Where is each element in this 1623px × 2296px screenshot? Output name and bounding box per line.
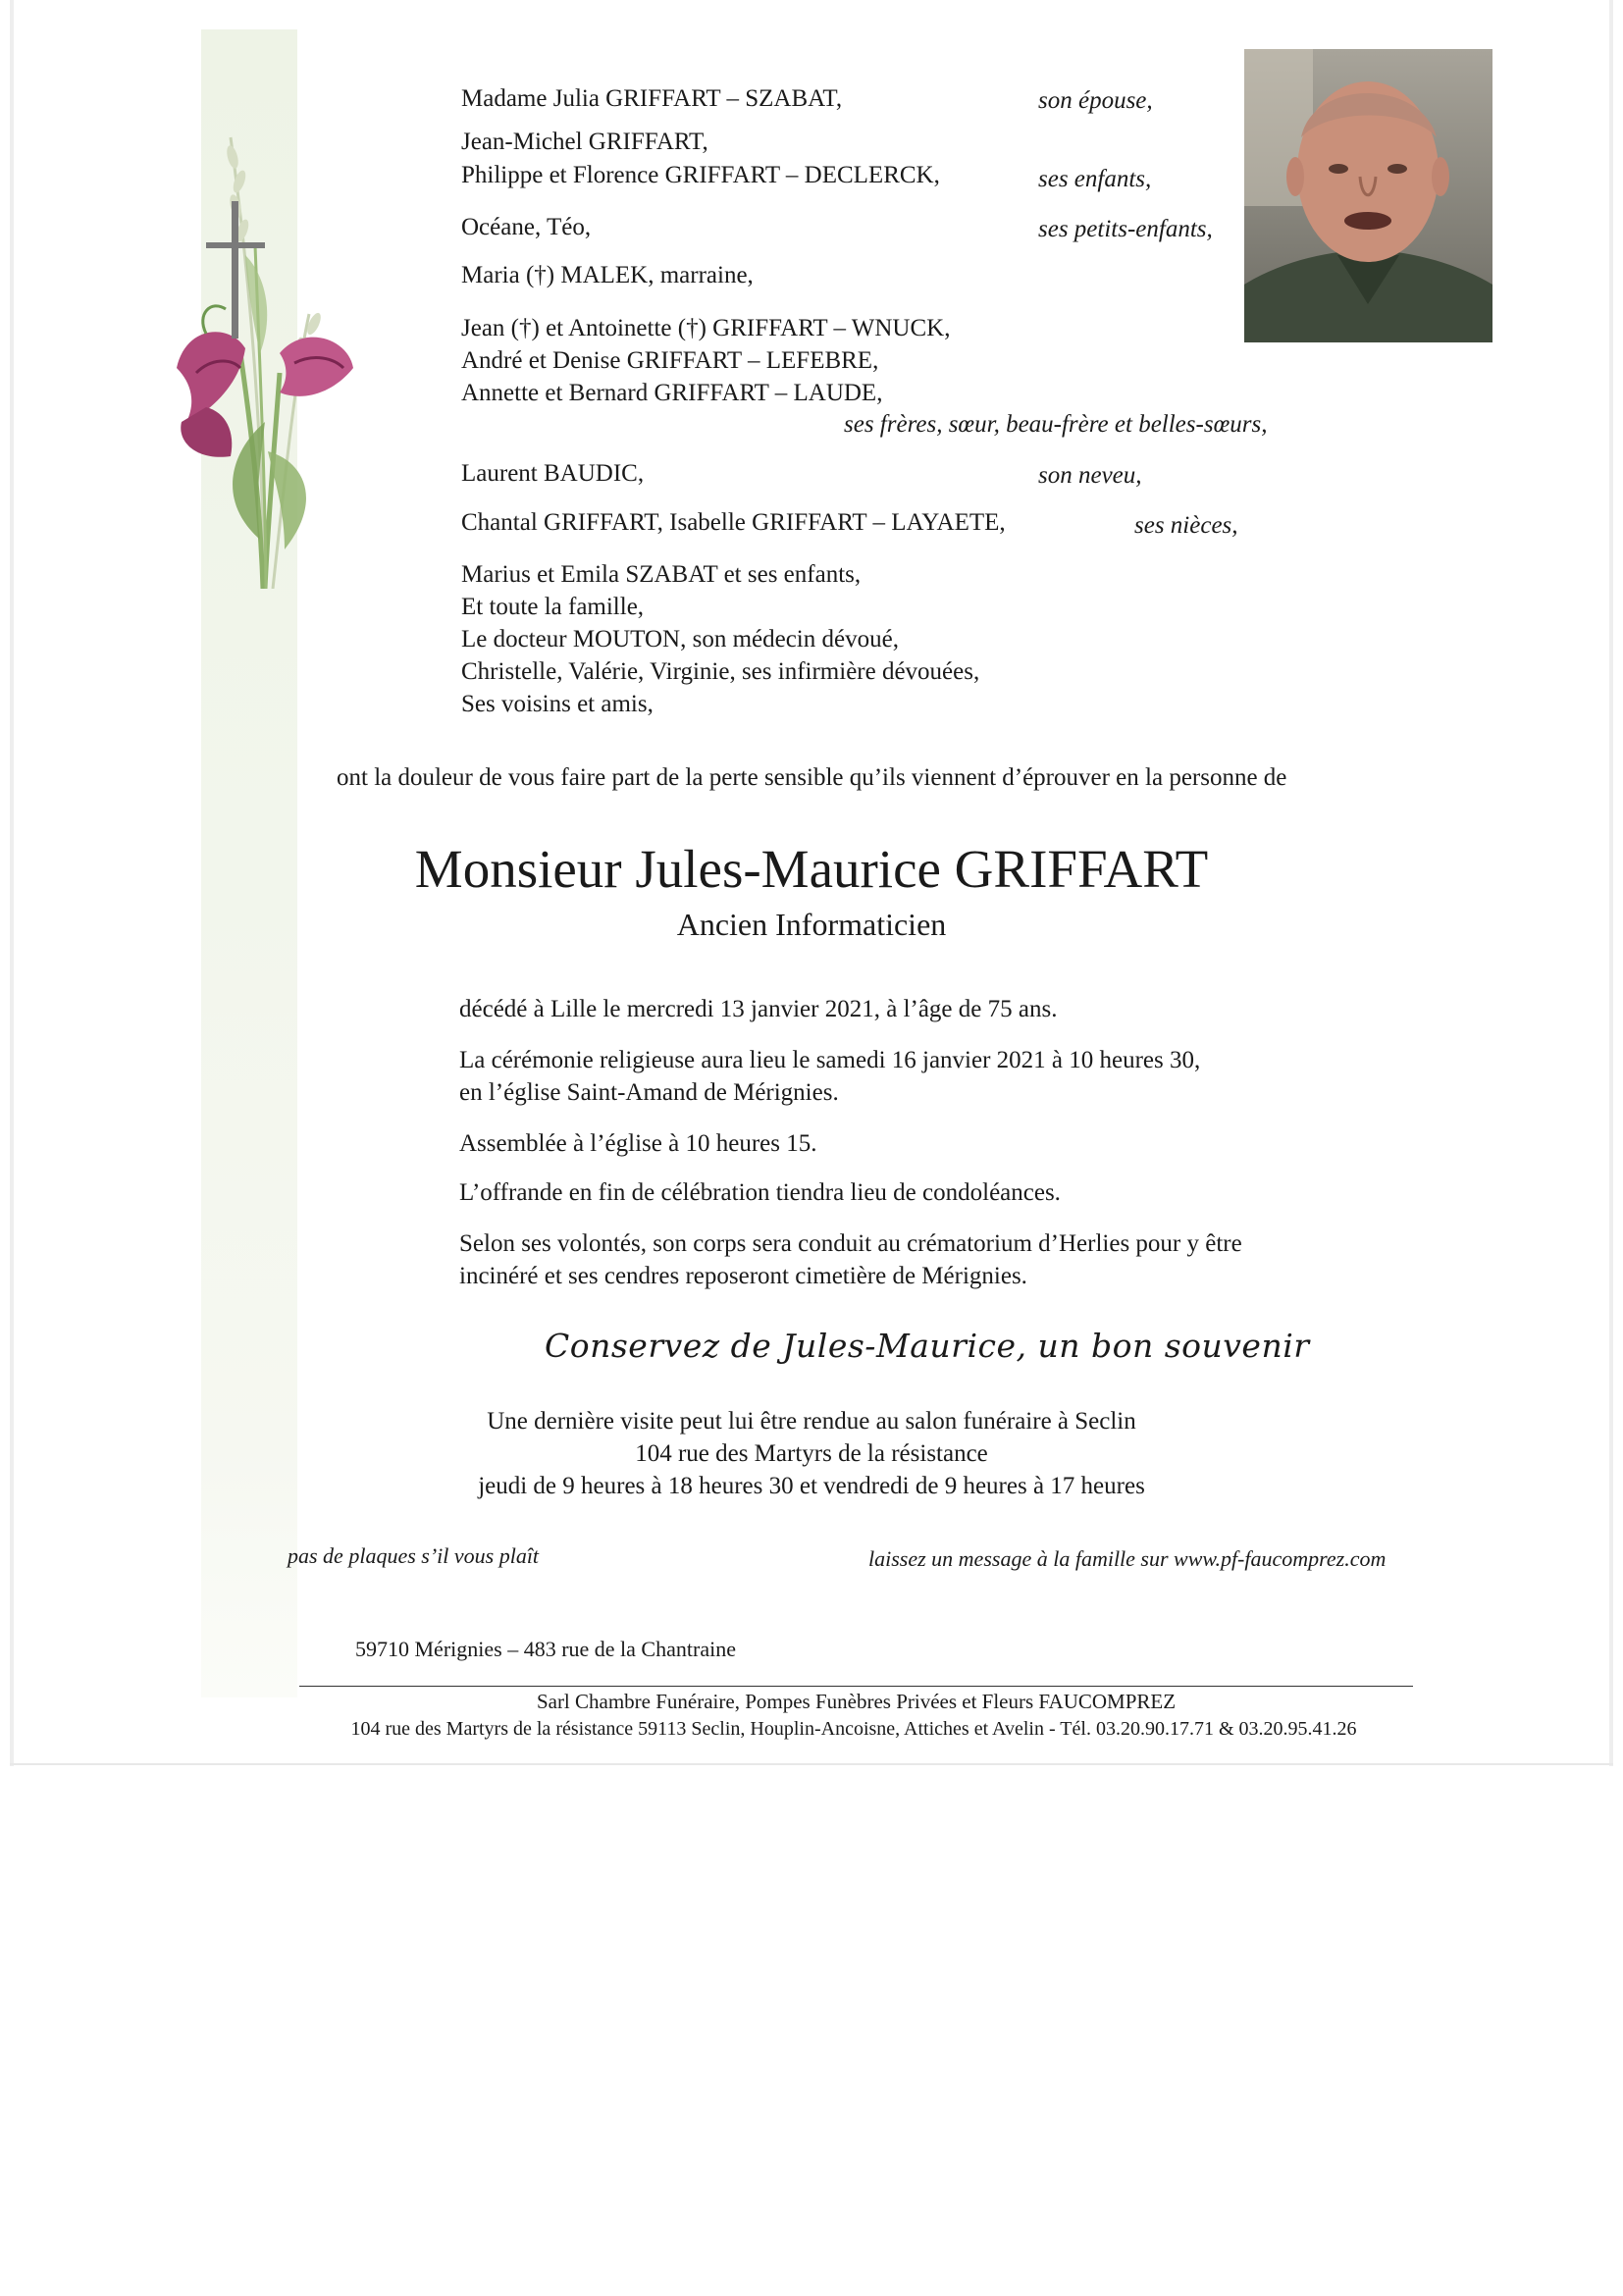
funeral-home-name: Sarl Chambre Funéraire, Pompes Funèbres Privées et Fleurs FAUCOMPREZ	[536, 1690, 1177, 1713]
relation-label: son épouse,	[1038, 87, 1153, 114]
family-line: Ses voisins et amis,	[461, 691, 654, 717]
calla-lily-illustration	[137, 128, 373, 589]
relation-label: ses frères, sœur, beau-frère et belles-sœurs,	[844, 411, 1268, 438]
family-line: André et Denise GRIFFART – LEFEBRE,	[461, 347, 879, 374]
family-line: Christelle, Valérie, Virginie, ses infirmière dévouées,	[461, 658, 980, 685]
family-line: Annette et Bernard GRIFFART – LAUDE,	[461, 380, 883, 406]
portrait-photo	[1244, 49, 1492, 342]
family-line: Et toute la famille,	[461, 594, 645, 620]
relation-label: ses nièces,	[1134, 512, 1238, 539]
visit-info: Une dernière visite peut lui être rendue au salon funéraire à Seclin	[487, 1408, 1136, 1435]
page-bottom-edge	[10, 1763, 1613, 1765]
family-line: Chantal GRIFFART, Isabelle GRIFFART – LAYAETE,	[461, 509, 1006, 536]
death-details: décédé à Lille le mercredi 13 janvier 2021, à l’âge de 75 ans.	[459, 996, 1058, 1022]
assembly-time: Assemblée à l’église à 10 heures 15.	[459, 1130, 817, 1157]
family-line: Maria (†) MALEK, marraine,	[461, 262, 754, 288]
message-website-note: laissez un message à la famille sur www.pf-faucomprez.com	[868, 1546, 1387, 1571]
footer-divider	[299, 1686, 1413, 1687]
family-address: 59710 Mérignies – 483 rue de la Chantraine	[355, 1637, 736, 1661]
family-line: Jean-Michel GRIFFART,	[461, 129, 708, 155]
ceremony-details: La cérémonie religieuse aura lieu le samedi 16 janvier 2021 à 10 heures 30,	[459, 1047, 1201, 1073]
memory-phrase: Conservez de Jules-Maurice, un bon souvenir	[545, 1327, 1310, 1365]
family-line: Le docteur MOUTON, son médecin dévoué,	[461, 626, 899, 652]
no-plaques-note: pas de plaques s’il vous plaît	[288, 1543, 540, 1568]
deceased-name: Monsieur Jules-Maurice GRIFFART	[414, 839, 1209, 899]
visit-hours: jeudi de 9 heures à 18 heures 30 et vendredi de 9 heures à 17 heures	[478, 1473, 1145, 1499]
cross-icon	[206, 201, 265, 339]
ceremony-location: en l’église Saint-Amand de Mérignies.	[459, 1079, 839, 1106]
announcement-intro: ont la douleur de vous faire part de la perte sensible qu’ils viennent d’éprouver en la personne de	[337, 764, 1287, 791]
funeral-home-address: 104 rue des Martyrs de la résistance 59113 Seclin, Houplin-Ancoisne, Attiches et Avelin - Tél. 03.20.90.17.71 & 03.20.95.41.26	[350, 1718, 1357, 1740]
family-line: Océane, Téo,	[461, 214, 592, 240]
relation-label: son neveu,	[1038, 462, 1142, 489]
family-line: Madame Julia GRIFFART – SZABAT,	[461, 85, 843, 112]
cremation-note: incinéré et ses cendres reposeront cimetière de Mérignies.	[459, 1263, 1027, 1289]
cremation-note: Selon ses volontés, son corps sera conduit au crématorium d’Herlies pour y être	[459, 1230, 1242, 1257]
family-line: Laurent BAUDIC,	[461, 460, 645, 487]
visit-address: 104 rue des Martyrs de la résistance	[635, 1440, 988, 1467]
relation-label: ses enfants,	[1038, 166, 1152, 192]
family-line: Jean (†) et Antoinette (†) GRIFFART – WNUCK,	[461, 315, 951, 341]
family-line: Marius et Emila SZABAT et ses enfants,	[461, 561, 862, 588]
relation-label: ses petits-enfants,	[1038, 216, 1213, 242]
offering-note: L’offrande en fin de célébration tiendra lieu de condoléances.	[459, 1179, 1061, 1206]
deceased-profession: Ancien Informaticien	[676, 907, 947, 942]
family-line: Philippe et Florence GRIFFART – DECLERCK,	[461, 162, 940, 188]
